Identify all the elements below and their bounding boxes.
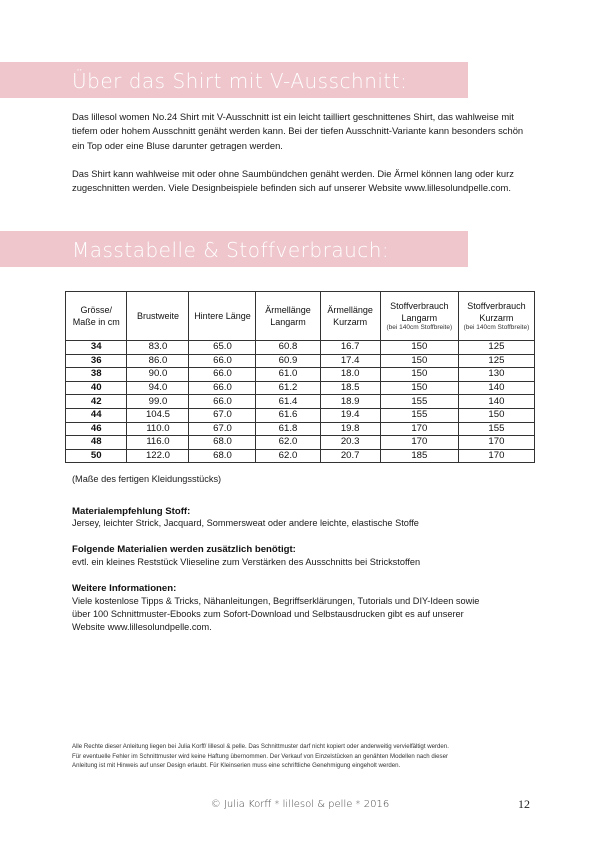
value-cell: 104.5 (127, 408, 189, 422)
value-cell: 66.0 (189, 368, 256, 382)
col-header-sub: (bei 140cm Stoffbreite) (463, 324, 530, 331)
value-cell: 61.2 (256, 381, 320, 395)
col-header-sleeve-long (256, 292, 320, 341)
col-header-sub: (bei 140cm Stoffbreite) (386, 324, 453, 331)
value-cell: 68.0 (189, 449, 256, 463)
about-paragraph-1: Das lillesol women No.24 Shirt mit V-Ausschnitt ist ein leicht tailliert geschnittenes Shirt, das wahlweise mit tiefem oder hohem Ausschnitt genäht werden kann. Bei der tiefen Ausschnitt-Variante kann besonders schön ein Top oder eine Bluse darunter getragen werden. (72, 111, 524, 151)
section-banner-size-chart (0, 231, 468, 267)
col-header-line: Stoffverbrauch (390, 301, 449, 311)
table-row (66, 354, 535, 368)
value-cell: 150 (458, 408, 534, 422)
value-cell: 16.7 (320, 341, 380, 355)
col-header-line: Langarm (401, 313, 438, 323)
table-row (66, 395, 535, 409)
value-cell: 66.0 (189, 354, 256, 368)
value-cell: 20.7 (320, 449, 380, 463)
size-cell: 34 (66, 341, 127, 355)
additional-heading-text: Folgende Materialien werden zusätzlich benötigt: (72, 544, 296, 555)
value-cell: 150 (380, 368, 458, 382)
table-note: (Maße des fertigen Kleidungsstücks) (72, 474, 222, 484)
col-header-fabric-short (458, 292, 534, 341)
value-cell: 67.0 (189, 422, 256, 436)
additional-text: evtl. ein kleines Reststück Vlieseline zum Verstärken des Ausschnitts bei Strickstoffen (72, 557, 421, 567)
value-cell: 170 (380, 436, 458, 450)
col-header-back-length (189, 292, 256, 341)
value-cell: 61.0 (256, 368, 320, 382)
value-cell: 66.0 (189, 381, 256, 395)
value-cell: 155 (458, 422, 534, 436)
value-cell: 116.0 (127, 436, 189, 450)
value-cell: 17.4 (320, 354, 380, 368)
col-header-line: Kurzarm (479, 313, 514, 323)
value-cell: 66.0 (189, 395, 256, 409)
material-heading (72, 506, 190, 517)
col-header-line: Kurzarm (333, 317, 368, 327)
value-cell: 140 (458, 381, 534, 395)
value-cell: 122.0 (127, 449, 189, 463)
size-cell: 48 (66, 436, 127, 450)
col-header-line: Ärmellänge (265, 305, 311, 315)
table-row (66, 422, 535, 436)
section-heading-about: Über das Shirt mit V-Ausschnitt: (72, 69, 408, 93)
value-cell: 68.0 (189, 436, 256, 450)
size-chart-table (65, 291, 535, 463)
info-line-2: über 100 Schnittmuster-Ebooks zum Sofort-Download und Selbstausdrucken gibt es auf unserer (72, 609, 464, 619)
table-row (66, 408, 535, 422)
col-header-line: Hintere Länge (194, 311, 251, 321)
value-cell: 170 (458, 449, 534, 463)
table-row (66, 341, 535, 355)
table-row (66, 436, 535, 450)
value-cell: 18.5 (320, 381, 380, 395)
legal-notice (72, 742, 542, 771)
legal-line: Anleitung ist mit Hinweis auf unser Design erlaubt. Für Kleinserien muss eine schriftliche Genehmigung eingeholt werden. (72, 762, 401, 770)
value-cell: 125 (458, 354, 534, 368)
value-cell: 86.0 (127, 354, 189, 368)
col-header-line: Maße in cm (72, 317, 120, 327)
value-cell: 18.9 (320, 395, 380, 409)
value-cell: 185 (380, 449, 458, 463)
value-cell: 20.3 (320, 436, 380, 450)
col-header-line: Ärmellänge (327, 305, 373, 315)
value-cell: 130 (458, 368, 534, 382)
size-cell: 40 (66, 381, 127, 395)
value-cell: 61.6 (256, 408, 320, 422)
size-cell: 44 (66, 408, 127, 422)
value-cell: 99.0 (127, 395, 189, 409)
col-header-line: Brustweite (136, 311, 179, 321)
about-paragraph-2: Das Shirt kann wahlweise mit oder ohne Saumbündchen genäht werden. Die Ärmel können lang oder kurz zugeschnitten werden. Viele Designbeispiele befinden sich auf unserer Website www.lillesolundpelle.com. (72, 168, 514, 194)
value-cell: 90.0 (127, 368, 189, 382)
page-number: 12 (518, 797, 530, 811)
value-cell: 170 (458, 436, 534, 450)
value-cell: 150 (380, 381, 458, 395)
table-row (66, 368, 535, 382)
col-header-line: Stoffverbrauch (467, 301, 526, 311)
value-cell: 65.0 (189, 341, 256, 355)
value-cell: 60.9 (256, 354, 320, 368)
value-cell: 62.0 (256, 436, 320, 450)
material-text: Jersey, leichter Strick, Jacquard, Sommersweat oder andere leichte, elastische Stoffe (72, 518, 419, 528)
table-row (66, 381, 535, 395)
info-heading (72, 583, 176, 594)
legal-line: Für eventuelle Fehler im Schnittmuster wird keine Haftung übernommen. Der Verkauf von Einzelstücken an genähten Modellen nach dieser (72, 752, 448, 760)
col-header-size (66, 292, 127, 341)
value-cell: 150 (380, 341, 458, 355)
material-heading-text: Materialempfehlung Stoff: (72, 506, 191, 517)
info-line-1: Viele kostenlose Tipps & Tricks, Nähanleitungen, Begriffserklärungen, Tutorials und DIY-Ideen sowie (72, 596, 480, 606)
col-header-sleeve-short (320, 292, 380, 341)
size-cell: 50 (66, 449, 127, 463)
value-cell: 83.0 (127, 341, 189, 355)
section-banner-about (0, 62, 468, 98)
value-cell: 155 (380, 408, 458, 422)
legal-line: Alle Rechte dieser Anleitung liegen bei Julia Korff/ lillesol & pelle. Das Schnittmuster darf nicht kopiert oder anderweitig vervielfältigt werden. (72, 743, 449, 750)
value-cell: 18.0 (320, 368, 380, 382)
footer-copyright: © Julia Korff * lillesol & pelle * 2016 (210, 799, 390, 810)
size-cell: 42 (66, 395, 127, 409)
size-cell: 38 (66, 368, 127, 382)
col-header-chest (127, 292, 189, 341)
value-cell: 140 (458, 395, 534, 409)
value-cell: 19.4 (320, 408, 380, 422)
value-cell: 62.0 (256, 449, 320, 463)
value-cell: 19.8 (320, 422, 380, 436)
value-cell: 94.0 (127, 381, 189, 395)
value-cell: 60.8 (256, 341, 320, 355)
size-cell: 46 (66, 422, 127, 436)
value-cell: 170 (380, 422, 458, 436)
info-line-3: Website www.lillesolundpelle.com. (72, 622, 212, 632)
table-header-row (66, 292, 535, 341)
value-cell: 61.4 (256, 395, 320, 409)
col-header-fabric-long (380, 292, 458, 341)
col-header-line: Langarm (270, 317, 306, 327)
value-cell: 67.0 (189, 408, 256, 422)
value-cell: 150 (380, 354, 458, 368)
size-cell: 36 (66, 354, 127, 368)
additional-heading (72, 544, 296, 555)
value-cell: 155 (380, 395, 458, 409)
info-heading-text: Weitere Informationen: (72, 583, 177, 594)
value-cell: 125 (458, 341, 534, 355)
table-row (66, 449, 535, 463)
value-cell: 61.8 (256, 422, 320, 436)
section-heading-size-chart: Masstabelle & Stoffverbrauch: (72, 238, 390, 262)
col-header-line: Grösse/ (80, 305, 112, 315)
value-cell: 110.0 (127, 422, 189, 436)
